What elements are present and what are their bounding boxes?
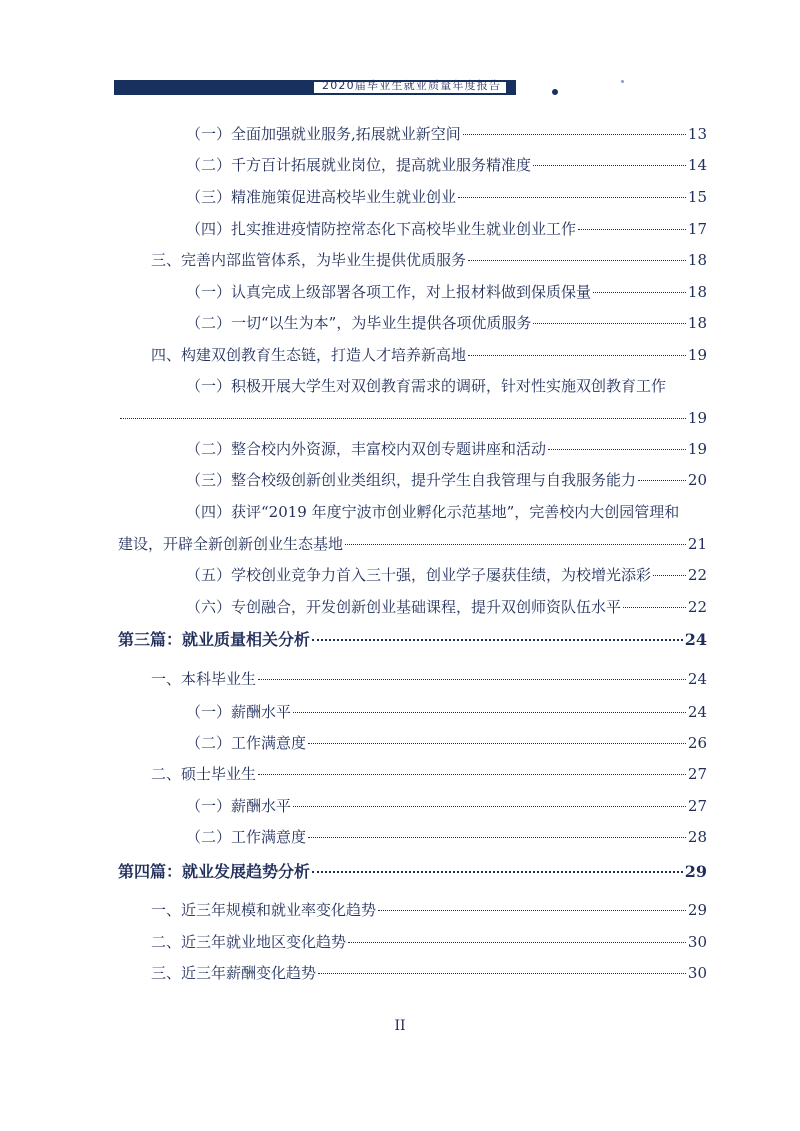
toc-entry-title: 三、近三年薪酬变化趋势 <box>151 964 317 982</box>
toc-page-number: 19 <box>687 440 707 458</box>
toc-entry-title-continued: 建设，开辟全新创新创业生态基地 <box>118 535 344 553</box>
toc-page-number: 30 <box>687 964 707 982</box>
toc-page-number: 20 <box>687 471 707 489</box>
toc-entry[interactable] <box>151 963 707 983</box>
toc-leader-dots <box>593 292 686 293</box>
toc-section-entry[interactable] <box>118 630 707 650</box>
toc-page-number: 29 <box>684 862 707 881</box>
toc-leader-dots <box>258 774 686 775</box>
toc-entry-title: （二）工作满意度 <box>186 828 307 846</box>
page-number: II <box>394 1018 406 1034</box>
toc-page-number: 26 <box>687 734 707 752</box>
toc-page-number: 18 <box>687 283 707 301</box>
toc-leader-dots <box>463 134 686 135</box>
toc-leader-dots <box>378 910 686 911</box>
toc-entry[interactable] <box>118 534 707 554</box>
toc-page-number: 27 <box>687 765 707 783</box>
toc-entry[interactable] <box>186 155 707 175</box>
toc-entry-title[interactable]: （四）获评“2019 年度宁波市创业孵化示范基地”，完善校内大创园管理和 <box>186 503 680 521</box>
toc-entry[interactable] <box>186 733 707 753</box>
toc-page-number: 28 <box>687 828 707 846</box>
toc-entry[interactable] <box>186 187 707 207</box>
toc-page-number: 17 <box>687 220 707 238</box>
toc-entry-title: 二、近三年就业地区变化趋势 <box>151 933 347 951</box>
toc-entry-title: （一）薪酬水平 <box>186 797 292 815</box>
toc-entry[interactable] <box>186 702 707 722</box>
toc-entry[interactable] <box>186 313 707 333</box>
toc-entry[interactable] <box>186 219 707 239</box>
toc-entry[interactable] <box>151 345 707 365</box>
toc-leader-dots <box>312 871 683 873</box>
toc-page-number: 19 <box>687 409 707 427</box>
toc-leader-dots <box>533 165 686 166</box>
toc-entry-title: （五）学校创业竞争力首入三十强，创业学子屡获佳绩，为校增光添彩 <box>186 566 652 584</box>
toc-entry-title: （三）整合校级创新创业类组织，提升学生自我管理与自我服务能力 <box>186 471 637 489</box>
report-title: 2020届毕业生就业质量年度报告 <box>322 79 502 92</box>
toc-leader-dots <box>468 260 686 261</box>
toc-entry-title: 四、构建双创教育生态链，打造人才培养新高地 <box>151 346 467 364</box>
toc-page-number: 24 <box>684 630 707 649</box>
toc-page-number: 24 <box>687 670 707 688</box>
toc-leader-dots <box>258 679 686 680</box>
toc-entry-title: （六）专创融合，开发创新创业基础课程，提升双创师资队伍水平 <box>186 598 622 616</box>
toc-entry[interactable] <box>118 408 707 428</box>
toc-page-number: 24 <box>687 703 707 721</box>
toc-entry[interactable] <box>186 796 707 816</box>
toc-leader-dots <box>348 942 686 943</box>
toc-entry[interactable] <box>186 565 707 585</box>
toc-page-number: 27 <box>687 797 707 815</box>
toc-leader-dots <box>293 806 686 807</box>
toc-page-number: 14 <box>687 156 707 174</box>
toc-entry[interactable] <box>151 669 707 689</box>
toc-leader-dots <box>293 712 686 713</box>
toc-section-title: 第三篇：就业质量相关分析 <box>118 630 311 649</box>
toc-leader-dots <box>578 229 686 230</box>
toc-page-number: 22 <box>687 566 707 584</box>
toc-entry-title[interactable]: （一）积极开展大学生对双创教育需求的调研，针对性实施双创教育工作 <box>186 377 667 395</box>
toc-entry-title: （三）精准施策促进高校毕业生就业创业 <box>186 188 457 206</box>
toc-leader-dots <box>120 418 686 419</box>
toc-section-title: 第四篇：就业发展趋势分析 <box>118 862 311 881</box>
toc-page-number: 30 <box>687 933 707 951</box>
toc-entry-title: （二）一切“以生为本”，为毕业生提供各项优质服务 <box>186 314 532 332</box>
toc-entry-title: （二）工作满意度 <box>186 734 307 752</box>
toc-leader-dots <box>468 355 686 356</box>
toc-entry-title: 一、本科毕业生 <box>151 670 257 688</box>
toc-leader-dots <box>548 449 686 450</box>
toc-leader-dots <box>653 575 686 576</box>
toc-leader-dots <box>308 837 686 838</box>
toc-entry-title: 一、近三年规模和就业率变化趋势 <box>151 901 377 919</box>
toc-leader-dots <box>533 323 686 324</box>
toc-page-number: 29 <box>687 901 707 919</box>
toc-entry-title: 二、硕士毕业生 <box>151 765 257 783</box>
toc-leader-dots <box>308 743 686 744</box>
toc-entry[interactable] <box>186 827 707 847</box>
toc-entry-title: （一）认真完成上级部署各项工作，对上报材料做到保质保量 <box>186 283 592 301</box>
toc-leader-dots <box>318 973 686 974</box>
toc-page-number: 21 <box>687 535 707 553</box>
toc-entry-title: 三、完善内部监管体系，为毕业生提供优质服务 <box>151 251 467 269</box>
toc-entry[interactable] <box>186 282 707 302</box>
toc-entry[interactable] <box>186 470 707 490</box>
toc-entry-title: （一）全面加强就业服务,拓展就业新空间 <box>186 125 461 143</box>
toc-leader-dots <box>638 480 686 481</box>
toc-entry-title: （二）千方百计拓展就业岗位，提高就业服务精准度 <box>186 156 532 174</box>
toc-entry-title: （一）薪酬水平 <box>186 703 292 721</box>
toc-entry-title: （四）扎实推进疫情防控常态化下高校毕业生就业创业工作 <box>186 220 577 238</box>
toc-page-number: 13 <box>687 125 707 143</box>
toc-entry[interactable] <box>186 597 707 617</box>
toc-page-number: 15 <box>687 188 707 206</box>
toc-leader-dots <box>312 639 683 641</box>
toc-leader-dots <box>458 197 686 198</box>
toc-entry[interactable] <box>151 250 707 270</box>
toc-entry-title: （二）整合校内外资源，丰富校内双创专题讲座和活动 <box>186 440 547 458</box>
toc-entry[interactable] <box>151 932 707 952</box>
toc-leader-dots <box>623 607 686 608</box>
toc-page-number: 18 <box>687 314 707 332</box>
toc-page-number: 22 <box>687 598 707 616</box>
toc-section-entry[interactable] <box>118 862 707 882</box>
toc-page-number: 18 <box>687 251 707 269</box>
toc-leader-dots <box>345 544 686 545</box>
toc-entry[interactable] <box>186 124 707 144</box>
toc-entry[interactable] <box>151 900 707 920</box>
toc-entry[interactable] <box>186 439 707 459</box>
toc-entry[interactable] <box>151 764 707 784</box>
toc-page-number: 19 <box>687 346 707 364</box>
